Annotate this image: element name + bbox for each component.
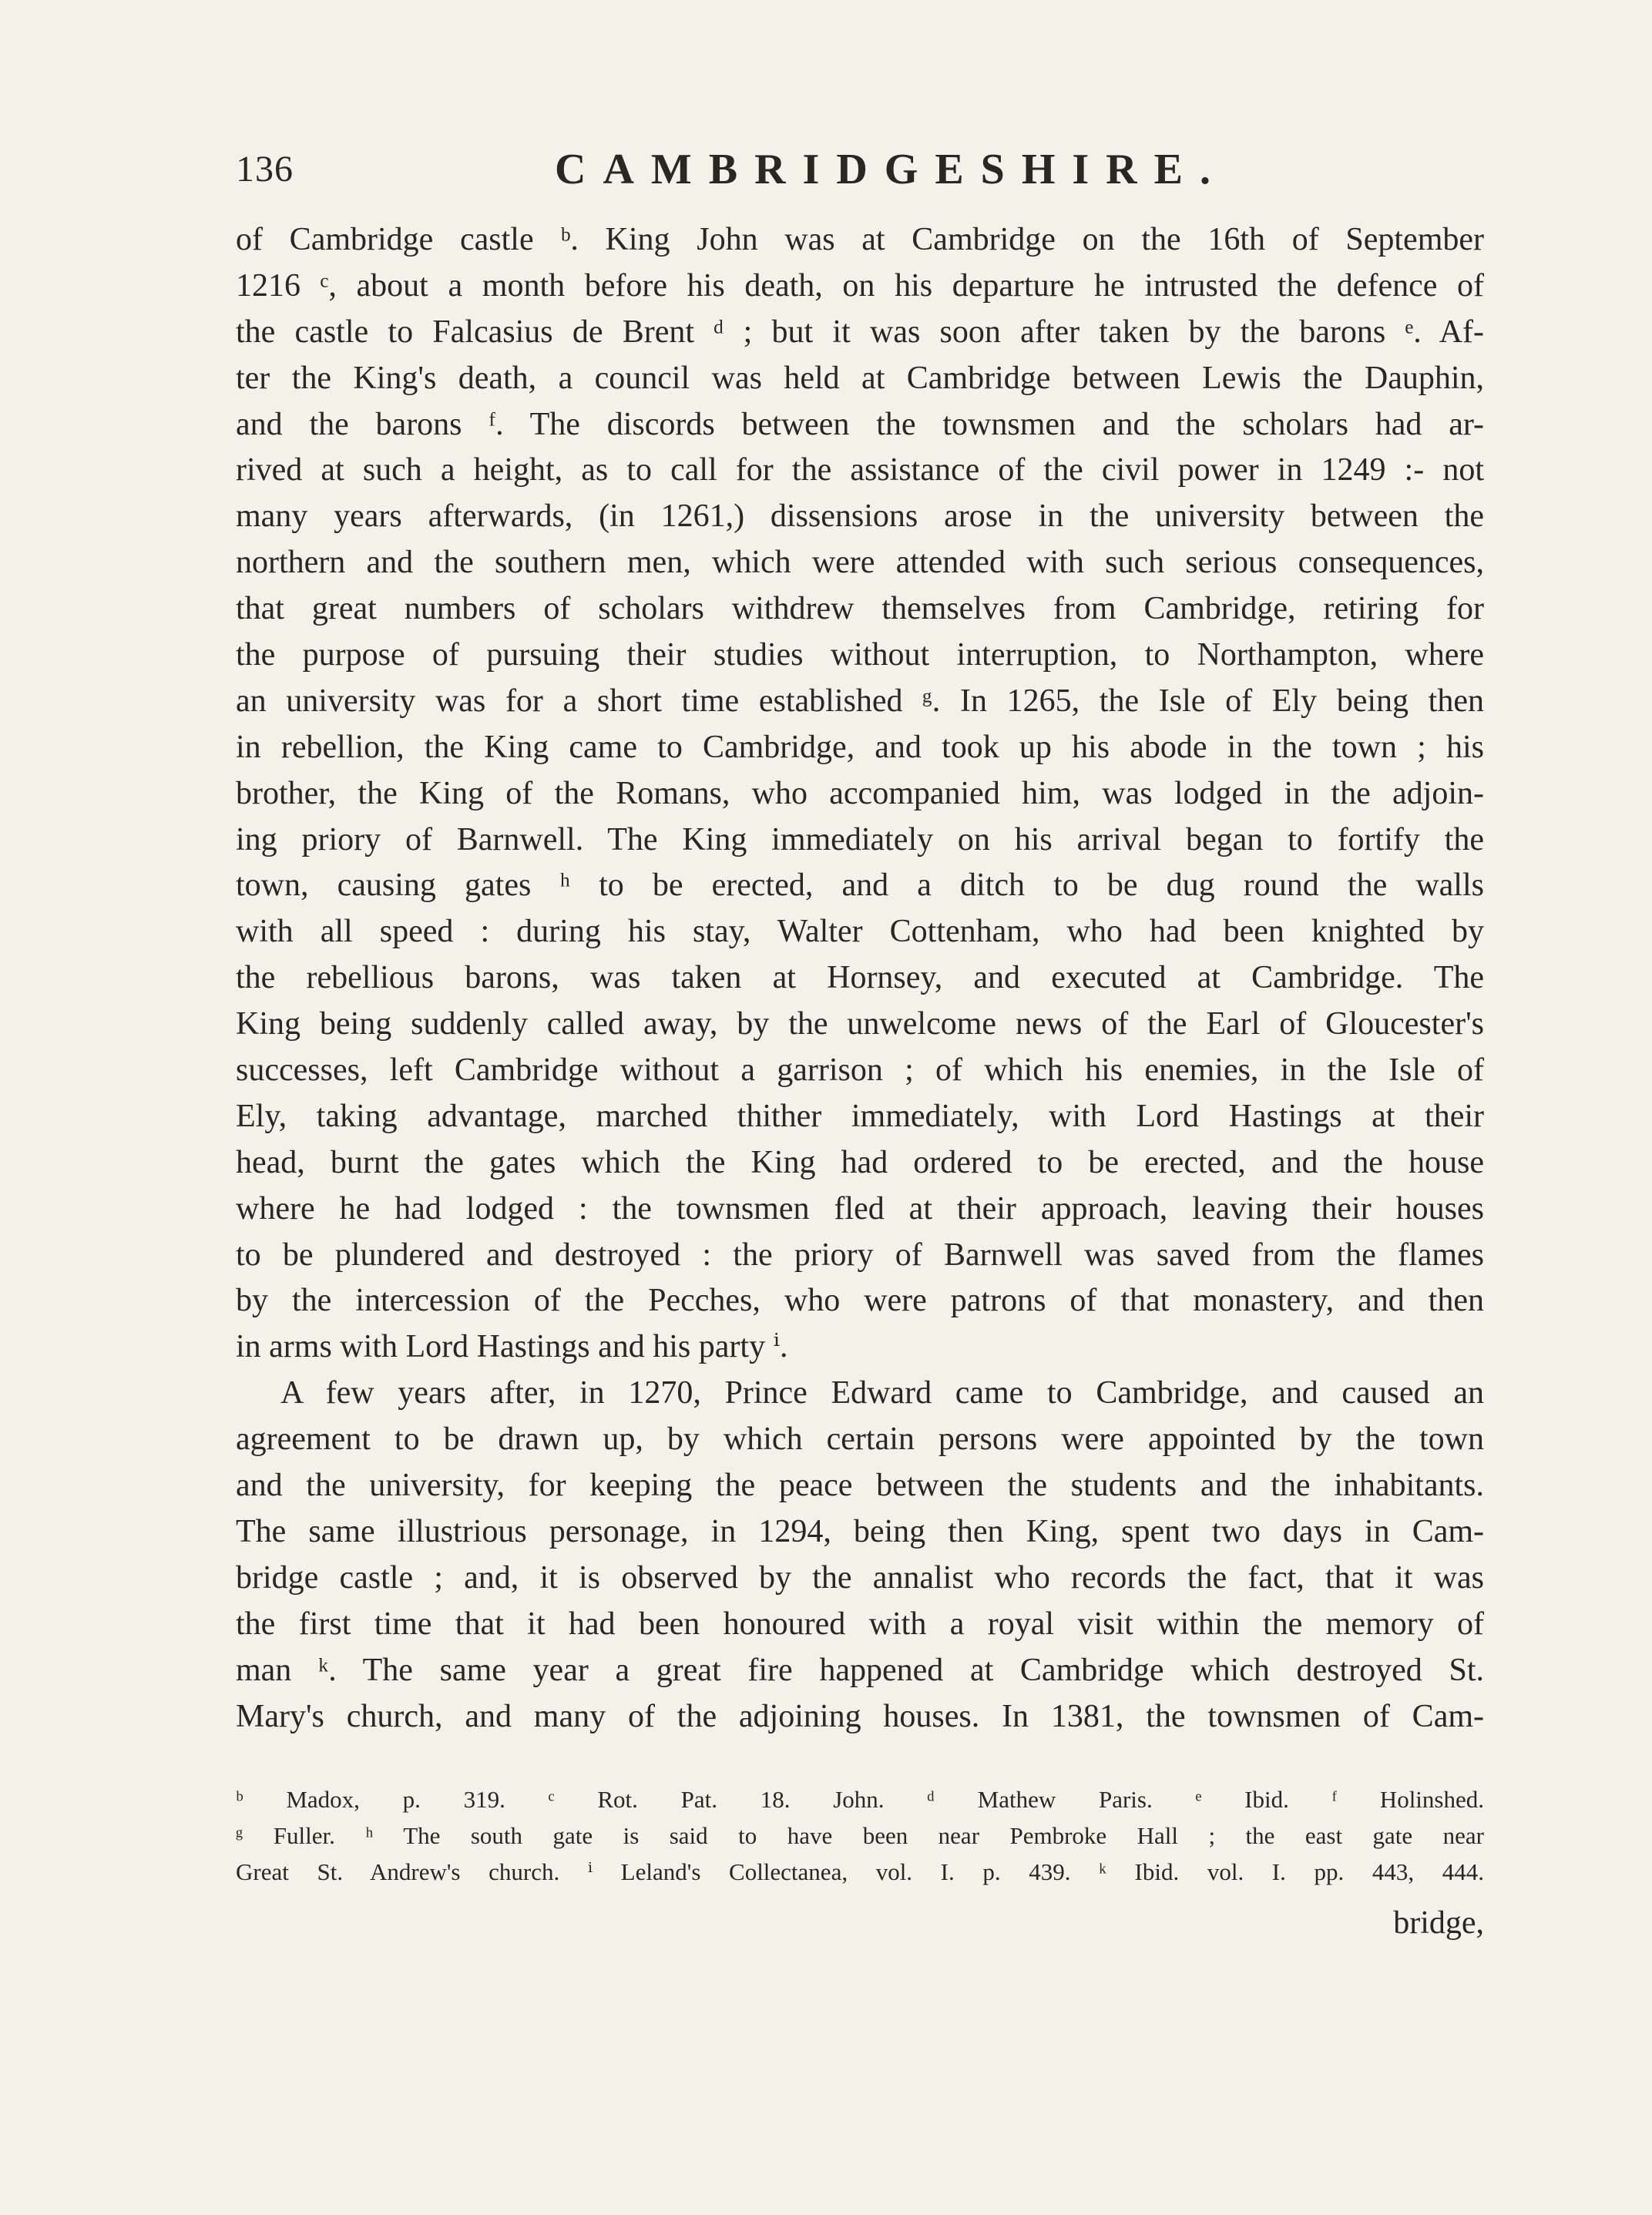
text-line: agreement to be drawn up, by which certain persons were appointed by the town <box>236 1421 1484 1458</box>
paragraph-last-line: in arms with Lord Hastings and his party ⁱ. <box>236 1329 788 1365</box>
footnotes <box>236 1781 1484 1890</box>
text-line: where he had lodged : the townsmen fled at their approach, leaving their houses <box>236 1190 1484 1227</box>
text-line: an university was for a short time established ᵍ. In 1265, the Isle of Ely being then <box>236 683 1484 719</box>
text-line: man ᵏ. The same year a great fire happened at Cambridge which destroyed St. <box>236 1652 1484 1688</box>
text-line: successes, left Cambridge without a garrison ; of which his enemies, in the Isle of <box>236 1052 1484 1089</box>
text-line: northern and the southern men, which were attended with such serious consequences, <box>236 545 1484 581</box>
text-line: by the intercession of the Pecches, who were patrons of that monastery, and then <box>236 1283 1484 1319</box>
body-text <box>236 217 1484 1740</box>
text-line: of Cambridge castle ᵇ. King John was at Cambridge on the 16th of September <box>236 222 1484 257</box>
footnote-line: ᵍ Fuller. ʰ The south gate is said to have been near Pembroke Hall ; the east gate near <box>236 1822 1484 1849</box>
paragraph-first-line: A few years after, in 1270, Prince Edward came to Cambridge, and caused an <box>280 1375 1484 1411</box>
text-line: the first time that it had been honoured with a royal visit within the memory of <box>236 1606 1484 1642</box>
text-line: and the barons ᶠ. The discords between the townsmen and the scholars had ar- <box>236 406 1484 442</box>
text-line: rived at such a height, as to call for the assistance of the civil power in 1249 :- not <box>236 452 1484 488</box>
catchword: bridge, <box>1393 1905 1484 1941</box>
text-line: and the university, for keeping the peace between the students and the inhabitants. <box>236 1468 1484 1504</box>
text-line: to be plundered and destroyed : the priory of Barnwell was saved from the flames <box>236 1237 1484 1273</box>
footnote-line: Great St. Andrew's church. ⁱ Leland's Collectanea, vol. I. p. 439. ᵏ Ibid. vol. I. pp. 443, 444. <box>236 1858 1484 1885</box>
text-line: that great numbers of scholars withdrew themselves from Cambridge, retiring for <box>236 591 1484 627</box>
text-line: ing priory of Barnwell. The King immediately on his arrival began to fortify the <box>236 821 1484 857</box>
text-line: with all speed : during his stay, Walter Cottenham, who had been knighted by <box>236 914 1484 950</box>
text-line: many years afterwards, (in 1261,) dissensions arose in the university between the <box>236 498 1484 535</box>
text-line: head, burnt the gates which the King had ordered to be erected, and the house <box>236 1144 1484 1180</box>
text-line: The same illustrious personage, in 1294, being then King, spent two days in Cam- <box>236 1513 1484 1549</box>
page-number: 136 <box>236 149 294 190</box>
text-line: ter the King's death, a council was held at Cambridge between Lewis the Dauphin, <box>236 360 1484 396</box>
text-line: town, causing gates ʰ to be erected, and a ditch to be dug round the walls <box>236 868 1484 904</box>
text-line: the rebellious barons, was taken at Hornsey, and executed at Cambridge. The <box>236 960 1484 996</box>
text-line: the castle to Falcasius de Brent ᵈ ; but it was soon after taken by the barons ᵉ. Af- <box>236 314 1484 350</box>
text-line: 1216 ᶜ, about a month before his death, on his departure he intrusted the defence of <box>236 267 1484 304</box>
running-head: CAMBRIDGESHIRE. <box>555 146 1227 193</box>
footnote-line: ᵇ Madox, p. 319. ᶜ Rot. Pat. 18. John. ᵈ Mathew Paris. ᵉ Ibid. ᶠ Holinshed. <box>236 1786 1484 1813</box>
text-line: bridge castle ; and, it is observed by the annalist who records the fact, that it was <box>236 1559 1484 1596</box>
page-header <box>231 143 1495 196</box>
text-line: the purpose of pursuing their studies without interruption, to Northampton, where <box>236 637 1484 673</box>
text-line: Mary's church, and many of the adjoining houses. In 1381, the townsmen of Cam- <box>236 1698 1484 1734</box>
text-line: in rebellion, the King came to Cambridge, and took up his abode in the town ; his <box>236 729 1484 765</box>
text-line: brother, the King of the Romans, who accompanied him, was lodged in the adjoin- <box>236 775 1484 811</box>
text-line: Ely, taking advantage, marched thither immediately, with Lord Hastings at their <box>236 1098 1484 1134</box>
text-line: King being suddenly called away, by the unwelcome news of the Earl of Gloucester's <box>236 1006 1484 1042</box>
